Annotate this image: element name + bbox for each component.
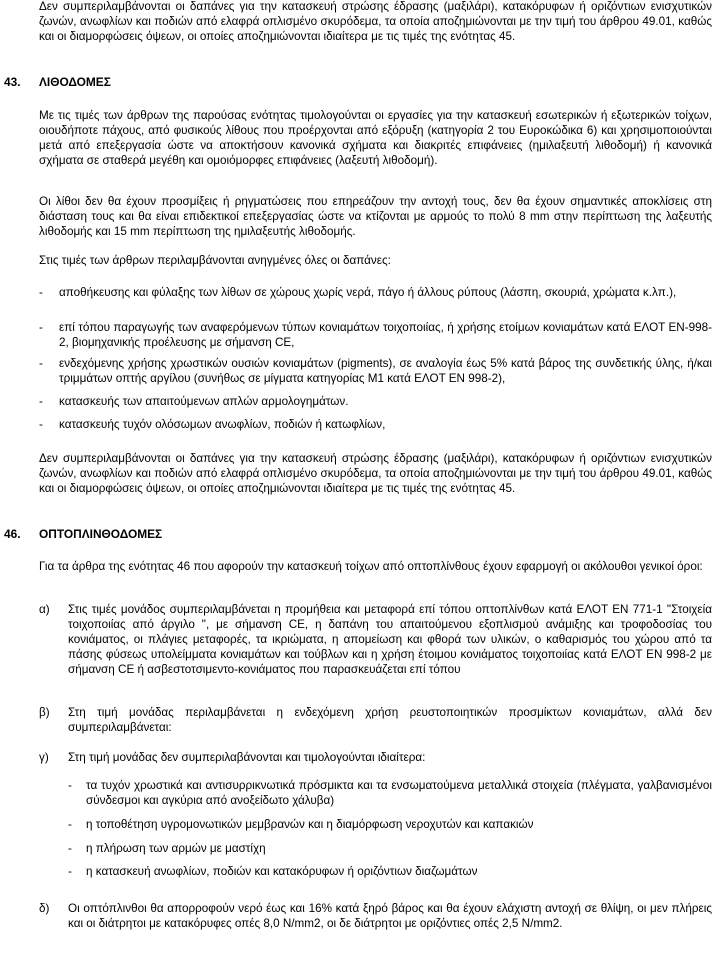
sublist-item: η κατασκευή ανωφλίων, ποδιών και κατακόρυφων ή οριζόντιων διαζωμάτων [86,865,478,878]
list-item: κατασκευής των απαιτούμενων απλών αρμολογημάτων. [59,395,349,408]
sublist-bullet: - [68,779,72,792]
section-43-paragraph-1: Με τις τιμές των άρθρων της παρούσας ενότητας τιμολογούνται οι εργασίες για την κατασκευή εσωτερικών ή εξωτερικών τοίχων, οιουδήποτε πάχους, από φυσικούς λίθους που προέρχονται από εξόρυξη (κατηγορία 2 του Ευροκώδικα 6) και χρησιμοποιούνται μετά από επεξεργασία ώστε να αποκτήσουν κανονικά σχήματα και διακριτές επιφάνειες (ημιλαξευτή λιθοδομή) ή κανονικά σχήματα σε σταθερά μεγέθη και ομοιόμορφες επιφάνειες (λαξευτή λιθοδομή). [39,109,712,167]
section-43-paragraph-4: Δεν συμπεριλαμβάνονται οι δαπάνες για την κατασκευή στρώσης έδρασης (μαξιλάρι), κατακόρυφων ή οριζόντιων ενισχυτικών ζωνών, ανωφλίων και ποδιών από ελαφρά οπλισμένο σκυρόδεμα, τα οποία αποζημιώνονται με την τιμή του άρθρου 49.01, καθώς και οι διαμορφώσεις όψεων, οι οποίες αποζημιώνονται ιδιαίτερα με τις τιμές της ενότητας 45. [39,452,712,495]
list-item: επί τόπου παραγωγής των αναφερόμενων τύπων κονιαμάτων τοιχοποιίας, ή χρήσης ετοίμων κονιαμάτων κατά ΕΛΟΤ ΕΝ-998-2, βιομηχανικής προέλευσης με σήμανση CE, [59,321,712,349]
section-43-paragraph-2: Οι λίθοι δεν θα έχουν προσμίξεις ή ρηγματώσεις που επηρεάζουν την αντοχή τους, δεν θα έχουν σημαντικές αποκλίσεις στη διάσταση τους και θα είναι επιδεκτικοί επεξεργασίας ώστε να κτίζονται με αρμούς το πολύ 8 mm στην περίπτωση της λαξευτής λιθοδομής και 15 mm περίπτωση της ημιλαξευτής λιθοδομής. [39,195,712,238]
sublist-bullet: - [68,865,72,878]
list-item: ενδεχόμενης χρήσης χρωστικών ουσιών κονιαμάτων (pigments), σε αναλογία έως 5% κατά βάρος της συνδετικής ύλης, ή/και τριμμάτων οπτής αργίλου (συνήθως σε μίγματα κατηγορίας Μ1 κατά ΕΛΟΤ ΕΝ 998-2), [59,357,712,385]
sublist-bullet: - [68,818,72,831]
sublist-bullet: - [68,842,72,855]
list-bullet: - [39,321,43,334]
list-bullet: - [39,286,43,299]
item-text-gamma: Στη τιμή μονάδας δεν συμπεριλαβάνονται και τιμολογούνται ιδιαίτερα: [68,751,426,764]
item-label-alpha: α) [39,603,50,616]
list-item: αποθήκευσης και φύλαξης των λίθων σε χώρους χωρίς νερά, πάγο ή άλλους ρύπους (λάσπη, σκουριά, χρώματα κ.λπ.), [59,286,677,299]
list-bullet: - [39,357,43,370]
item-label-gamma: γ) [39,751,49,764]
item-label-beta: β) [39,706,50,719]
intro-paragraph: Δεν συμπεριλαμβάνονται οι δαπάνες για την κατασκευή στρώσης έδρασης (μαξιλάρι), κατακόρυφων ή οριζόντιων ενισχυτικών ζωνών, ανωφλίων και ποδιών από ελαφρά οπλισμένο σκυρόδεμα, τα οποία αποζημιώνονται με την τιμή του άρθρου 49.01, καθώς και οι διαμορφώσεις όψεων, οι οποίες αποζημιώνονται ιδιαίτερα με τις τιμές της ενότητας 45. [39,0,712,43]
section-43-paragraph-3: Στις τιμές των άρθρων περιλαμβάνονται ανηγμένες όλες οι δαπάνες: [39,254,391,267]
section-46-number: 46. [4,527,21,541]
item-text-alpha: Στις τιμές μονάδος συμπεριλαμβάνεται η προμήθεια και μεταφορά επί τόπου οπτοπλίνθων κατά ΕΛΟΤ ΕΝ 771-1 "Στοιχεία τοιχοποιίας από άργιλο ", με σήμανση CE, η δαπάνη του απαιτούμενου εξοπλισμού ανάμιξης και τροφοδοσίας του κονιάματος, οι πλάγιες μεταφορές, τα ικριώματα, η απομείωση και φθορά των υλικών, ο καθαρισμός του χώρου από τα πάσης φύσεως υπολείμματα κονιαμάτων και τούβλων και η χρήση έτοιμου κονιάματος τοιχοποιίας κατά ΕΛΟΤ ΕΝ 998-2 με σήμανση CE ή ασβεστοτσιμεντο-κονιάματος που παρασκευάζεται επί τόπου [68,603,712,676]
item-text-delta: Οι οπτόπλινθοι θα απορροφούν νερό έως και 16% κατά ξηρό βάρος και θα έχουν ελάχιστη αντοχή σε θλίψη, οι μεν πλήρεις και οι διάτρητοι με κατακόρυφες οπές 8,0 N/mm2, οι δε διάτρητοι με οριζόντιες οπές 2,5 N/mm2. [68,902,712,930]
sublist-item: τα τυχόν χρωστικά και αντισυρρικνωτικά πρόσμικτα και τα ενσωματούμενα μεταλλικά στοιχεία (πλέγματα, γαλβανισμένοι σύνδεσμοι και αγκύρια από ανοξείδωτο χάλυβα) [86,779,712,807]
item-label-delta: δ) [39,902,50,915]
section-43-number: 43. [4,75,21,89]
sublist-item: η πλήρωση των αρμών με μαστίχη [86,842,266,855]
list-bullet: - [39,418,43,431]
section-46-paragraph-1: Για τα άρθρα της ενότητας 46 που αφορούν την κατασκευή τοίχων από οπτοπλίνθους έχουν εφαρμογή οι ακόλουθοι γενικοί όροι: [39,560,703,573]
sublist-item: η τοποθέτηση υγρομονωτικών μεμβρανών και η διαμόρφωση νεροχυτών και καπακιών [86,818,534,831]
item-text-beta: Στη τιμή μονάδας περιλαμβάνεται η ενδεχόμενη χρήση ρευστοποιητικών προσμίκτων κονιαμάτων, αλλά δεν συμπεριλαμβάνεται: [68,706,712,734]
section-43-title: ΛΙΘΟΔΟΜΕΣ [39,75,111,89]
list-bullet: - [39,395,43,408]
section-46-title: ΟΠΤΟΠΛΙΝΘΟΔΟΜΕΣ [39,527,163,541]
list-item: κατασκευής τυχόν ολόσωμων ανωφλίων, ποδιών ή κατωφλίων, [59,418,386,431]
